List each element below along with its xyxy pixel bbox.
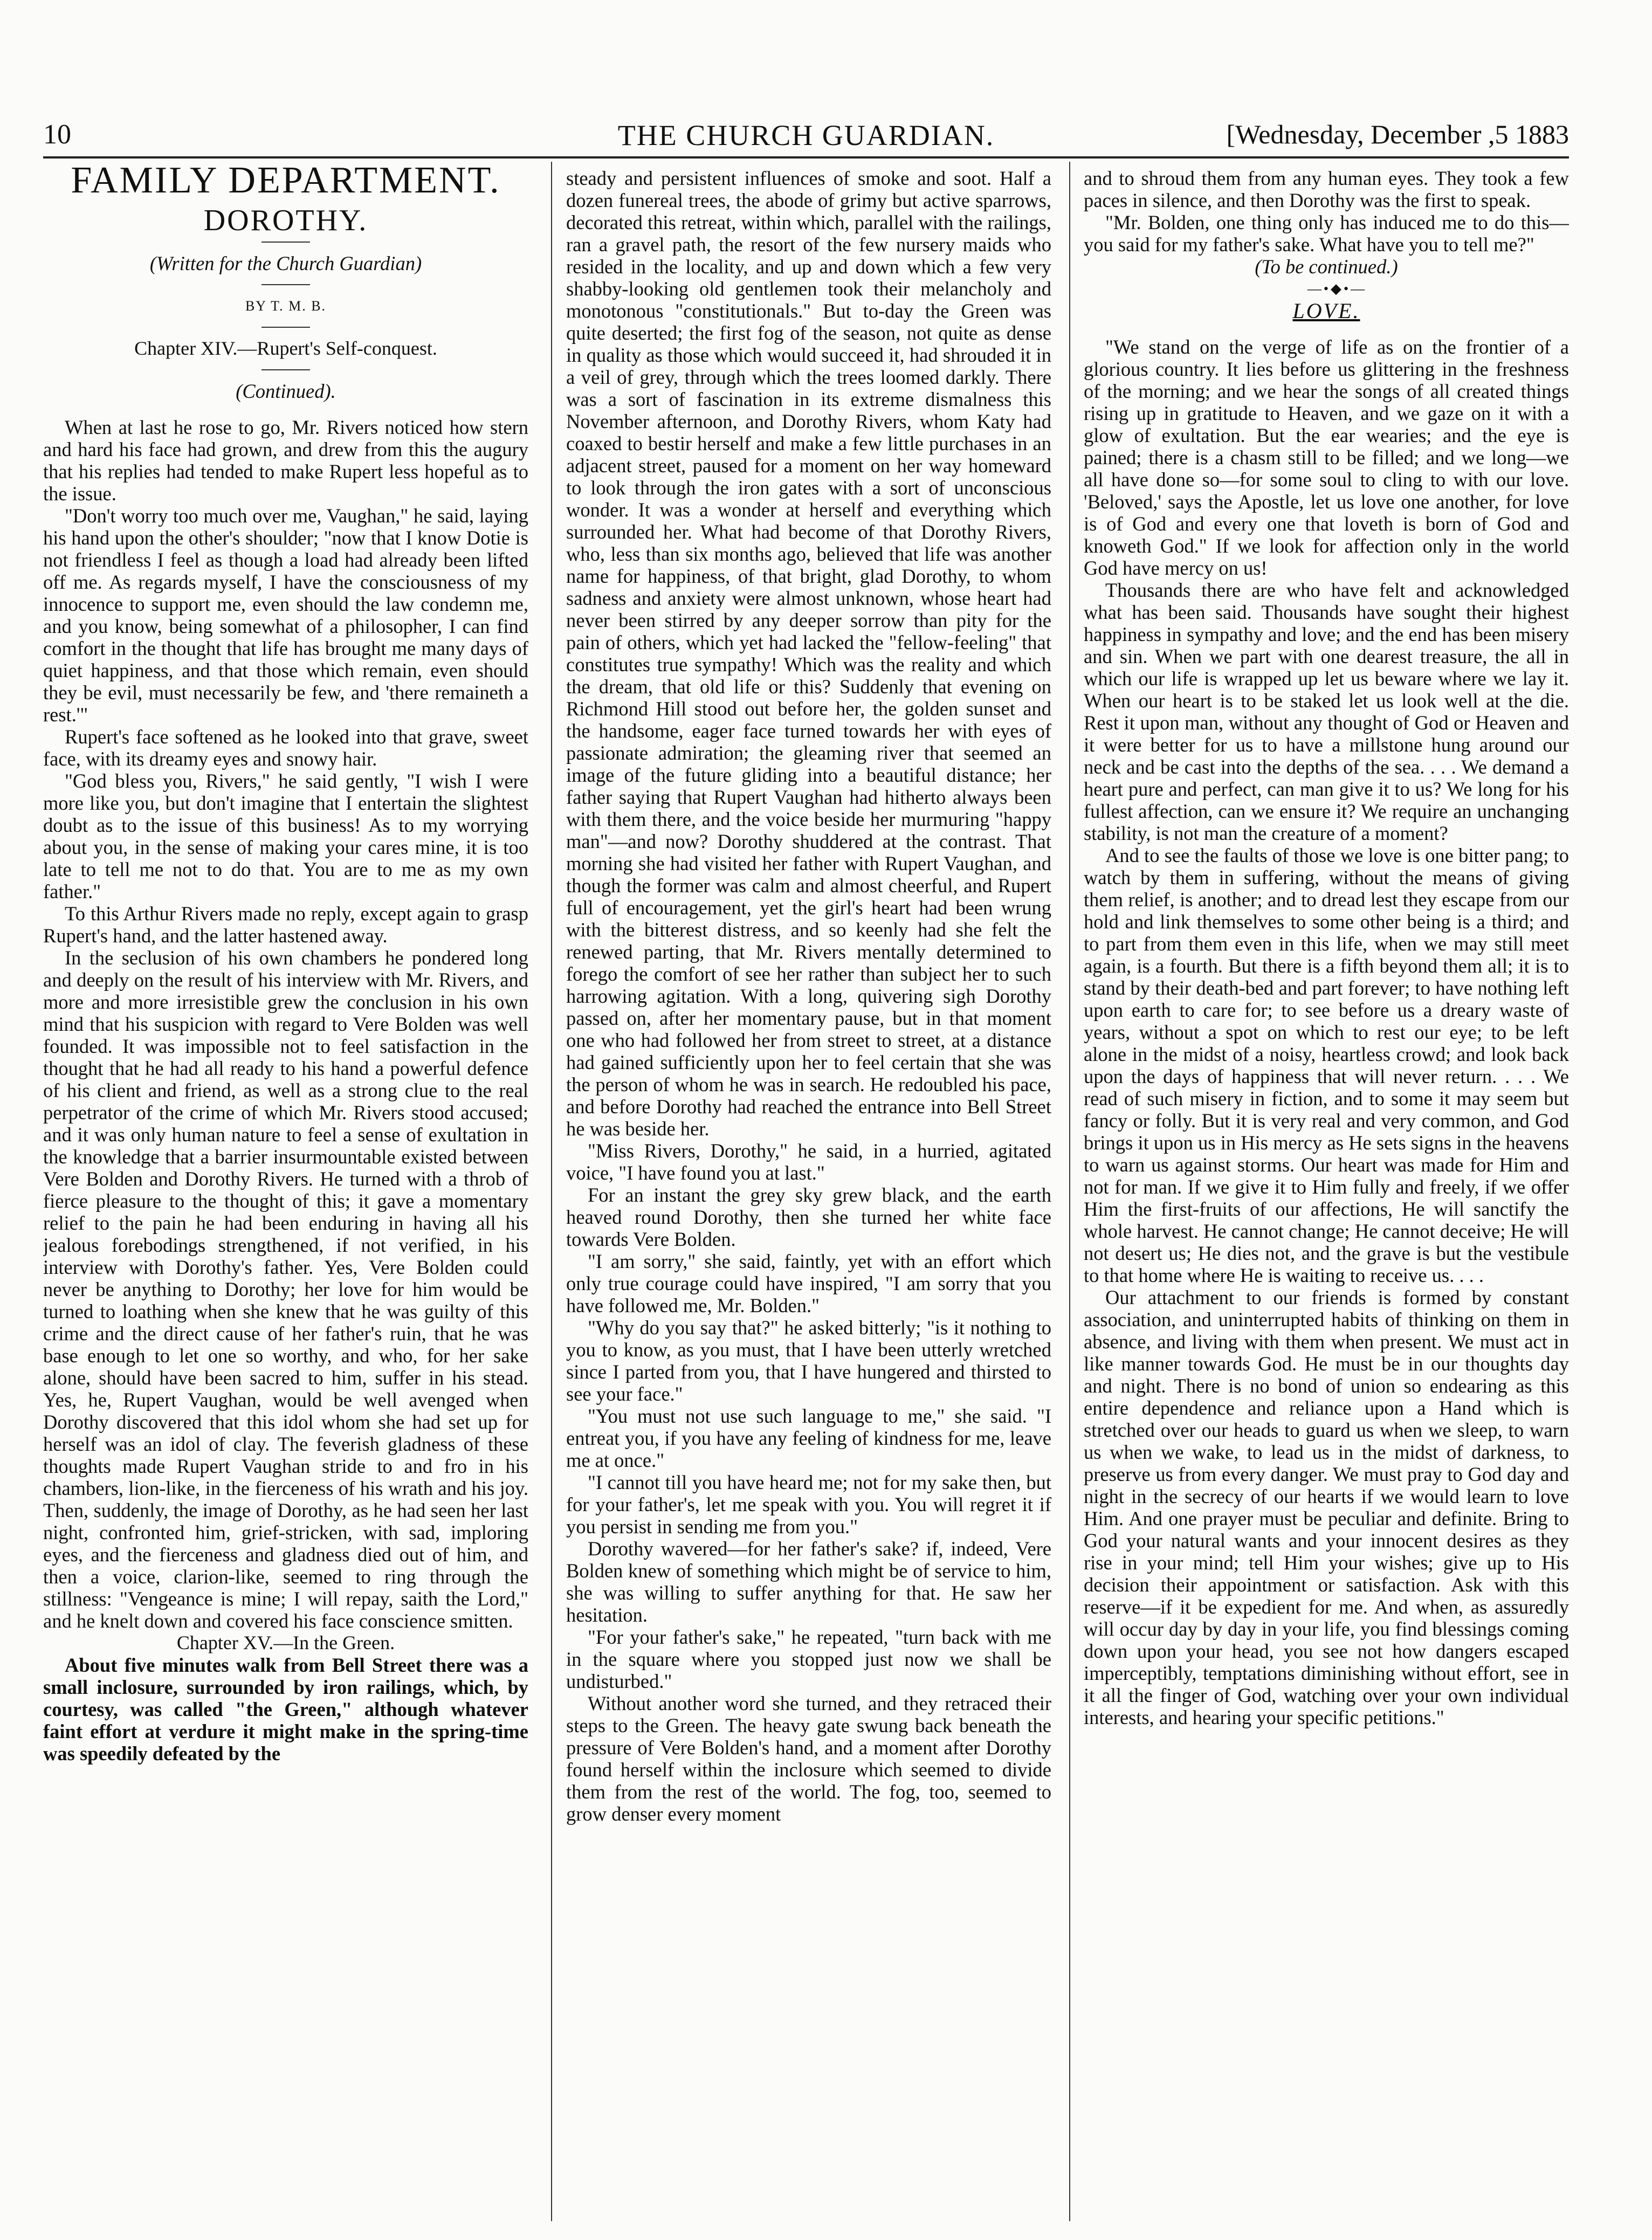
page-number: 10 [43, 119, 71, 150]
department-heading: FAMILY DEPARTMENT. [71, 167, 501, 201]
paragraph: Rupert's face softened as he looked into that grave, sweet face, with its dreamy eyes and snowy hair. [43, 726, 528, 770]
paragraph: About five minutes walk from Bell Street there was a small inclosure, surrounded by iron railings, which, by courtesy, was called "the Green," although whatever faint effort at verdure it might make in the spring-time was speedily defeated by the [43, 1654, 528, 1765]
paragraph: When at last he rose to go, Mr. Rivers noticed how stern and hard his face had grown, and drew from this the augury that his replies had tended to make Rupert less hopeful as to the issue. [43, 416, 528, 505]
paragraph: "Why do you say that?" he asked bitterly; "is it nothing to you to know, as you must, that I have been utterly wretched since I parted from you, that I have hungered and thirsted to see your face." [566, 1317, 1051, 1405]
column-1 [43, 167, 528, 2205]
ornament-divider: —•◆•— [1307, 281, 1367, 297]
chapter-heading: Chapter XIV.—Rupert's Self-conquest. [134, 337, 437, 359]
paragraph: To this Arthur Rivers made no reply, except again to grasp Rupert's hand, and the latter hastened away. [43, 902, 528, 947]
paragraph: and to shroud them from any human eyes. They took a few paces in silence, and then Dorothy was the first to speak. [1084, 167, 1569, 211]
paragraph: steady and persistent influences of smoke and soot. Half a dozen funereal trees, the abode of grimy but active sparrows, decorated this retreat, within which, parallel with the railings, ran a gravel path, the resort of the few nursery maids who resided in the locality, and up and down which a few very shabby-looking old gentlemen took their melancholy and monotonous "constitutionals." But to-day the Green was quite deserted; the first fog of the season, not quite as dense in quality as those which would succeed it, had shrouded it in a veil of grey, through which the trees loomed darkly. There was a sort of fascination in its extreme dismalness this November afternoon, and Dorothy Rivers, whom Katy had coaxed to bestir herself and make a few little purchases in an adjacent street, paused for a moment on her way homeward to look through the iron gates with a sort of unconscious wonder. It was a wonder at herself and everything which surrounded her. What had become of that Dorothy Rivers, who, less than six months ago, believed that life was another name for happiness, of that bright, glad Dorothy, to whom sadness and anxiety were almost unknown, whose heart had never been stirred by any deeper sorrow than pity for the pain of others, which yet had lacked the "fellow-feeling" that constitutes true sympathy! Which was the reality and which the dream, that old life or this? Suddenly that evening on Richmond Hill stood out before her, the golden sunset and the handsome, eager face turned towards her with eyes of passionate admiration; the gleaming river that seemed an image of the future gliding into a beautiful distance; her father saying that Rupert Vaughan had hitherto always been with them there, and the voice beside her murmuring "happy man"—and now? Dorothy shuddered at the contrast. That morning she had visited her father with Rupert Vaughan, and though the former was calm and almost cheerful, and Rupert full of encouragement, yet the girl's heart had been wrung with the bitterest distress, and so keenly had she felt the renewed parting, that Mr. Rivers mentally determined to forego the comfort of see her rather than subject her to such harrowing agitation. With a long, quivering sigh Dorothy passed on, after her momentary pause, but in that moment one who had followed her from street to street, at a distance had gained sufficiently upon her to feel certain that she was the person of whom he was in search. He redoubled his pace, and before Dorothy had reached the entrance into Bell Street he was beside her. [566, 167, 1051, 1140]
paragraph: "Mr. Bolden, one thing only has induced me to do this—you said for my father's sake. What have you to tell me?" [1084, 211, 1569, 256]
short-rule [261, 369, 310, 370]
paragraph: "I cannot till you have heard me; not for my sake then, but for your father's, let me speak with you. You will regret it if you persist in sending me from you." [566, 1471, 1051, 1538]
paragraph: "Don't worry too much over me, Vaughan," he said, laying his hand upon the other's shoulder; "now that I know Dotie is not friendless I feel as though a load had already been lifted off me. As regards myself, I have the consciousness of my innocence to support me, even should the law condemn me, and you know, being somewhat of a philosopher, I can find comfort in the thought that life has brought me many days of quiet happiness, and that those which remain, even should they be evil, must necessarily be few, and 'there remaineth a rest.'" [43, 505, 528, 726]
to-be-continued: (To be continued.) [1255, 256, 1398, 278]
paragraph: "For your father's sake," he repeated, "turn back with me in the square where you stopped just now we shall be undisturbed." [566, 1626, 1051, 1692]
short-rule [261, 242, 310, 243]
paragraph: Our attachment to our friends is formed by constant association, and uninterrupted habits of thinking on them in absence, and living with them when present. We must act in like manner towards God. He must be in our thoughts day and night. There is no bond of union so endearing as this entire dependence and reliance upon a Hand which is stretched over our heads to guard us when we sleep, to warn us when we wake, to lead us in the midst of darkness, to preserve us from every danger. We must pray to God day and night in the secrecy of our hearts if we would learn to love Him. And one prayer must be peculiar and definite. Bring to God your natural wants and your innocent desires as they rise in your mind; tell Him your wishes; give up to His decision their appointment or satisfaction. Ask with this reserve—if it be expedient for me. And when, as assuredly will occur day by day in your life, you find blessings coming down upon your head, you see not how dangers escaped imperceptibly, temptations diminishing without effort, see in it all the finger of God, watching over your own individual interests, and hearing your specific petitions." [1084, 1286, 1569, 1728]
paragraph: Without another word she turned, and they retraced their steps to the Green. The heavy gate swung back beneath the pressure of Vere Bolden's hand, and a moment after Dorothy found herself within the inclosure which seemed to divide them from the rest of the world. The fog, too, seemed to grow denser every moment [566, 1692, 1051, 1825]
paragraph: In the seclusion of his own chambers he pondered long and deeply on the result of his interview with Mr. Rivers, and more and more irresistible grew the conclusion in his own mind that his suspicion with regard to Vere Bolden was well founded. It was impossible not to feel satisfaction in the thought that he had all ready to his hand a powerful defence of his client and friend, as well as a strong clue to the real perpetrator of the crime of which Mr. Rivers stood accused; and it was only human nature to feel a sense of exultation in the knowledge that a barrier insurmountable existed between Vere Bolden and Dorothy Rivers. He turned with a throb of fierce pleasure to the thought of this; it gave a momentary relief to the pain he had been enduring in having all his jealous forebodings strengthened, if not verified, in his interview with Dorothy's father. Yes, Vere Bolden could never be anything to Dorothy; her love for him would be turned to loathing when she knew that he was guilty of this crime and the direct cause of her father's ruin, that he was base enough to let one so worthy, and who, for her sake alone, should have been sacred to him, suffer in his stead. Yes, he, Rupert Vaughan, would be well avenged when Dorothy discovered that this idol whom she had set up for herself was an idol of clay. The feverish gladness of these thoughts made Rupert Vaughan stride to and fro in his chambers, lion-like, in the fierceness of his wrath and his joy. Then, suddenly, the image of Dorothy, as he had seen her last night, confronted him, grief-stricken, with sad, imploring eyes, and the fierceness and gladness died out of him, and then a voice, clarion-like, seemed to ring through the stillness: "Vengeance is mine; I will repay, saith the Lord," and he knelt down and covered his face conscience smitten. [43, 947, 528, 1632]
paragraph: "I am sorry," she said, faintly, yet with an effort which only true courage could have inspired, "I am sorry that you have followed me, Mr. Bolden." [566, 1250, 1051, 1317]
short-rule [261, 327, 310, 328]
short-rule [261, 284, 310, 285]
article-title: LOVE. [1292, 299, 1360, 323]
paragraph: "We stand on the verge of life as on the frontier of a glorious country. It lies before us glittering in the freshness of the morning; and we hear the songs of all created things rising up in gratitude to Heaven, and we gaze on it with a glow of exultation. But the ear wearies; and the eye is pained; there is a chasm still to be filled; and we long—we all have done so—for some soul to cling to with our love. 'Beloved,' says the Apostle, let us love one another, for love is of God and every one that loveth is born of God and knoweth God." If we look for affection only in the world God have mercy on us! [1084, 336, 1569, 579]
story-title: DOROTHY. [203, 204, 368, 237]
column-3 [1084, 167, 1569, 2205]
written-for-note: (Written for the Church Guardian) [149, 252, 422, 274]
masthead [43, 119, 1569, 151]
column-2 [566, 167, 1051, 2205]
paragraph: Thousands there are who have felt and acknowledged what has been said. Thousands have sought their highest happiness in sympathy and love; and the end has been misery and sin. When we part with one dearest treasure, the all in which our life is wrapped up let us beware where we lay it. When our heart is to be staked let us look well at the die. Rest it upon man, without any thought of God or Heaven and it were better for us to have a millstone hung around our neck and be cast into the depths of the sea. . . . We demand a heart pure and perfect, can man give it to us? We long for his fullest affection, can we ensure it? We require an unchanging stability, is not man the creature of a moment? [1084, 579, 1569, 844]
paragraph: Dorothy wavered—for her father's sake? if, indeed, Vere Bolden knew of something which might be of service to him, she was willing to suffer anything for that. He saw her hesitation. [566, 1538, 1051, 1626]
paragraph: For an instant the grey sky grew black, and the earth heaved round Dorothy, then she turned her white face towards Vere Bolden. [566, 1184, 1051, 1250]
chapter-heading: Chapter XV.—In the Green. [176, 1632, 395, 1653]
newspaper-title: THE CHURCH GUARDIAN. [617, 119, 995, 151]
paragraph: And to see the faults of those we love is one bitter pang; to watch by them in suffering, without the means of giving them relief, is another; and to dread lest they escape from our hold and link themselves to some other being is a third; and to part from them even in this life, when we may still meet again, is a fourth. But there is a fifth beyond them all; it is to stand by their death-bed and part forever; to have nothing left upon earth to care for; to see before us a dreary waste of years, without a spot on which to rest our eye; to be left alone in the midst of a noisy, heartless crowd; and look back upon the days of happiness that will never return. . . . We read of such misery in fiction, and to some it may seem but fancy or folly. But it is very real and very common, and God brings it upon us in His mercy as He sets signs in the heavens to warn us against storms. Our heart was made for Him and not for man. If we give it to Him fully and freely, if we offer Him the first-fruits of our affections, He will sanctify the whole harvest. He cannot change; He cannot deceive; He will not desert us; He dies not, and the grave is but the vestibule to that home where He is waiting to receive us. . . . [1084, 844, 1569, 1286]
column-divider [551, 162, 552, 2221]
column-divider [1069, 162, 1070, 2221]
paragraph: "God bless you, Rivers," he said gently, "I wish I were more like you, but don't imagine that I entertain the slightest doubt as to the issue of this business! As to my worrying about you, in the sense of making your cares mine, it is too late to tell me not to do that. You are to me as my own father." [43, 770, 528, 902]
continued-note: (Continued). [236, 380, 336, 402]
paragraph: "You must not use such language to me," she said. "I entreat you, if you have any feeling of kindness for me, leave me at once." [566, 1405, 1051, 1471]
issue-date: [Wednesday, December ,5 1883 [1226, 119, 1569, 149]
masthead-rule [43, 156, 1569, 158]
paragraph: "Miss Rivers, Dorothy," he said, in a hurried, agitated voice, "I have found you at last." [566, 1140, 1051, 1184]
byline: BY T. M. B. [245, 298, 327, 314]
